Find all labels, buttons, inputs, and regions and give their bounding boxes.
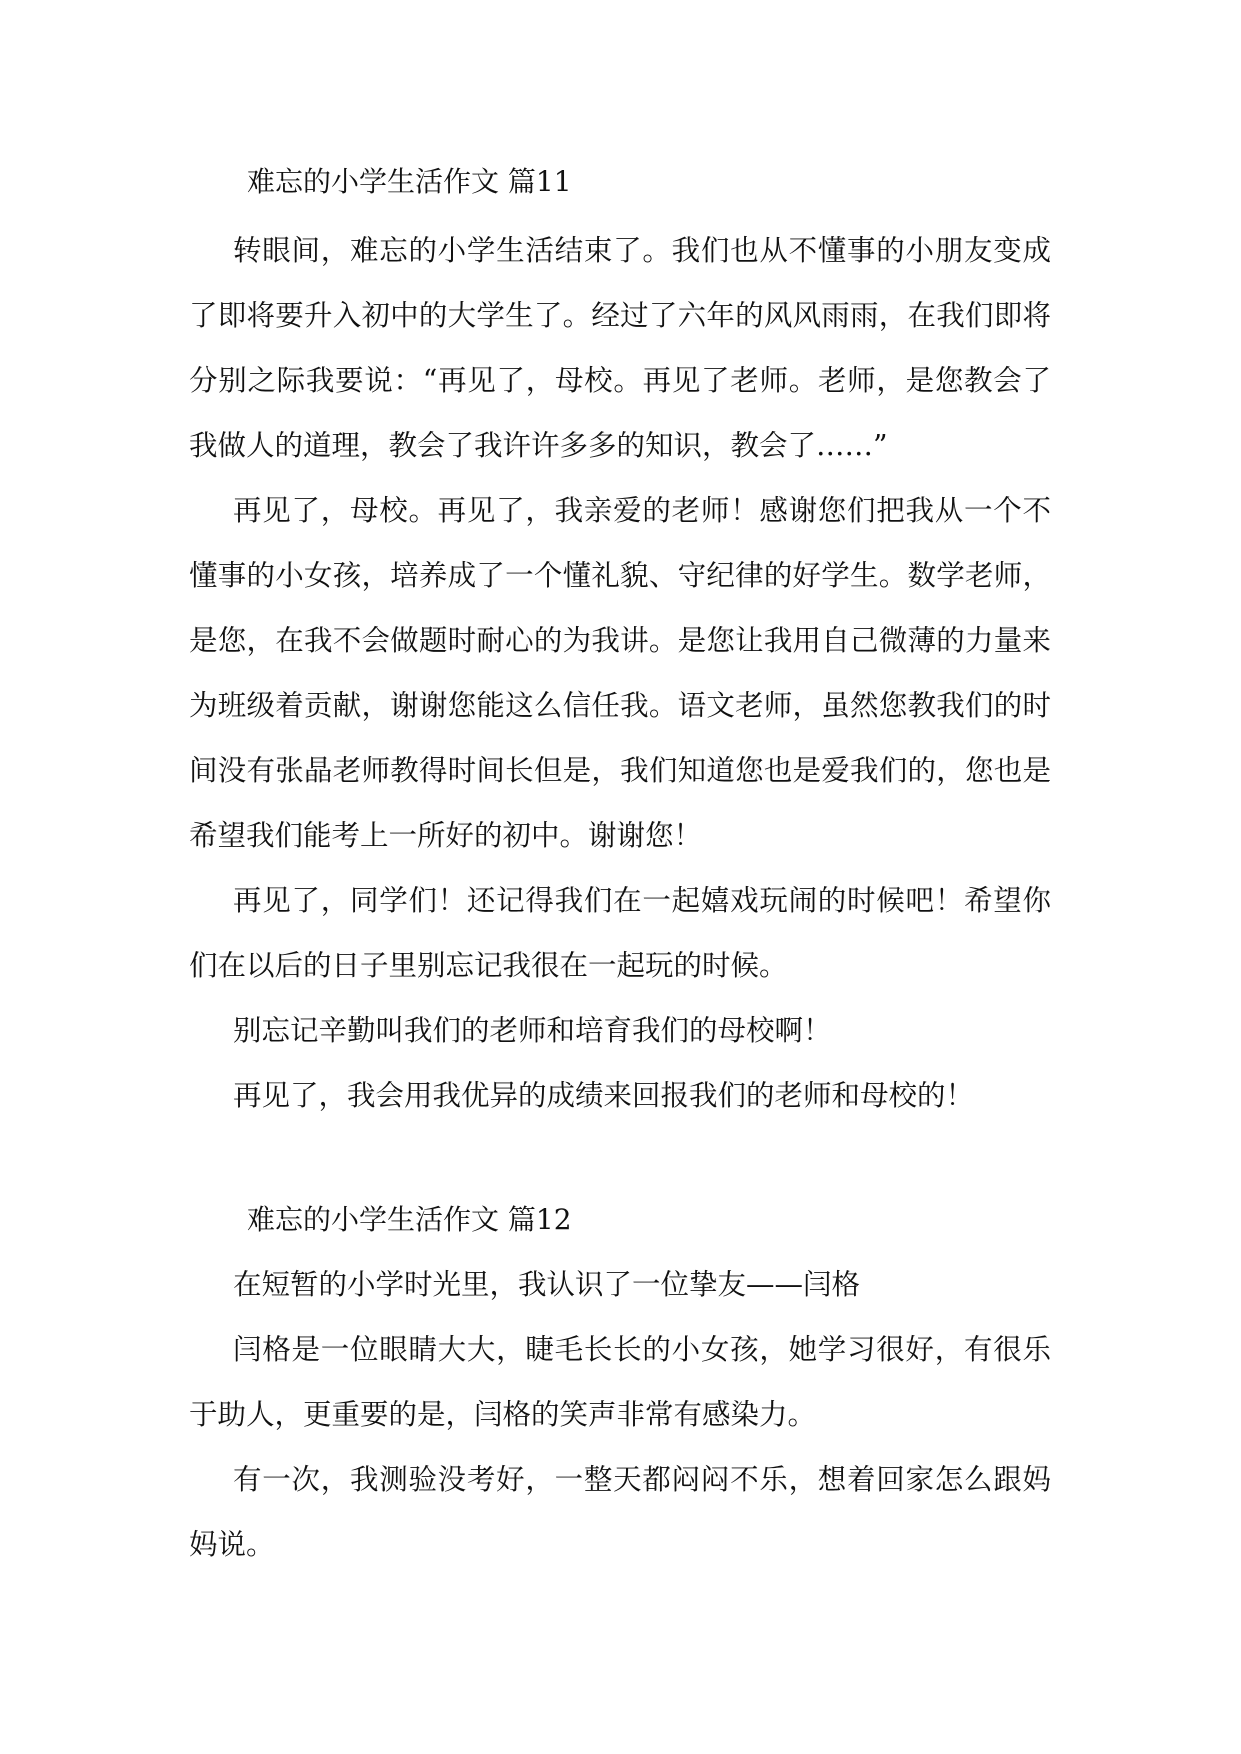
essay-paragraph: 再见了，我会用我优异的成绩来回报我们的老师和母校的！ [233, 1079, 975, 1112]
essay-heading: 难忘的小学生活作文 篇11 [247, 165, 572, 198]
essay-paragraph: 再见了，母校。再见了，我亲爱的老师！感谢您们把我从一个不懂事的小女孩，培养成了一个懂礼貌、守纪律的好学生。数学老师，是您，在我不会做题时耐心的为我讲。是您让我用自己微薄的力量来为班级着贡献，谢谢您能这么信任我。语文老师，虽然您教我们的时间没有张晶老师教得时间长但是，我们知道您也是爱我们的，您也是希望我们能考上一所好的初中。谢谢您！ [189, 494, 1051, 852]
essay-paragraph: 再见了，同学们！还记得我们在一起嬉戏玩闹的时候吧！希望你们在以后的日子里别忘记我很在一起玩的时候。 [189, 884, 1051, 982]
essay-section-12 [189, 1196, 1051, 1577]
essay-paragraph: 在短暂的小学时光里，我认识了一位挚友——闫格 [233, 1268, 861, 1301]
essay-paragraph: 有一次，我测验没考好，一整天都闷闷不乐，想着回家怎么跟妈妈说。 [189, 1463, 1051, 1561]
essay-paragraph: 转眼间，难忘的小学生活结束了。我们也从不懂事的小朋友变成了即将要升入初中的大学生了。经过了六年的风风雨雨，在我们即将分别之际我要说：“再见了，母校。再见了老师。老师，是您教会了我做人的道理，教会了我许许多多的知识，教会了……” [189, 234, 1051, 462]
essay-paragraph: 别忘记辛勤叫我们的老师和培育我们的母校啊！ [233, 1014, 832, 1047]
essay-section-11 [189, 158, 1051, 1128]
essay-heading: 难忘的小学生活作文 篇12 [247, 1203, 572, 1236]
essay-paragraph: 闫格是一位眼睛大大，睫毛长长的小女孩，她学习很好，有很乐于助人，更重要的是，闫格的笑声非常有感染力。 [189, 1333, 1051, 1431]
